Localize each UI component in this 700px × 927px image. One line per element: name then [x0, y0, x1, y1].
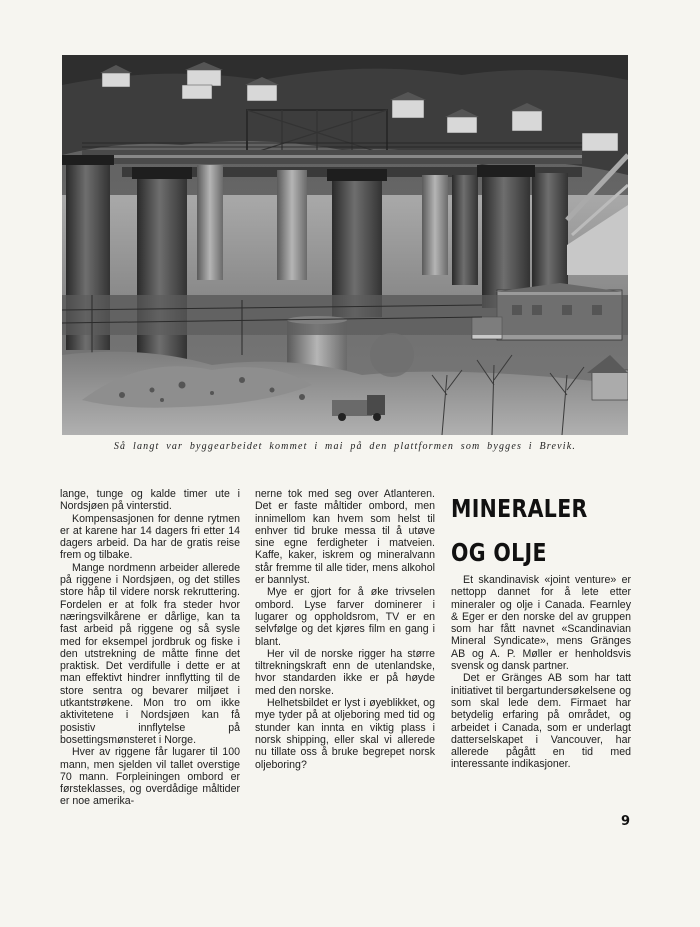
- paragraph: Kompensasjonen for denne rytmen er at karene har 14 dagers fri etter 14 dagers arbeid. Da har de gratis reise frem og tilbake.: [60, 512, 240, 562]
- heading-line-2: OG OLJE: [451, 538, 547, 567]
- article-column-2: [255, 488, 435, 771]
- paragraph: nerne tok med seg over Atlanteren. Det er faste måltider ombord, men innimellom kan hvem som helst til enhver tid bruke messa til å utøve sine egne ferdigheter i matveien. Kaffe, kaker, iskrem og mineralvann står fremme til alle tider, mens alkohol er bannlyst.: [255, 488, 435, 587]
- paragraph: Helhetsbildet er lyst i øyeblikket, og mye tyder på at oljeboring med tid og stunder kan innta en viktig plass i norsk shipping, eller skal vi allerede nu tillate oss å bruke begrepet norsk oljeboring?: [255, 697, 435, 771]
- paragraph: Hver av riggene får lugarer til 100 mann, men sjelden vil tallet overstige 70 mann. Forpleiningen ombord er førsteklasses, og overdådige måltider er noe amerika-: [60, 746, 240, 808]
- article-column-1: [60, 488, 240, 808]
- section-heading: [451, 487, 599, 575]
- paragraph: Mange nordmenn arbeider allerede på riggene i Nordsjøen, og det stilles store håp til videre norsk rekruttering. Fordelen er at folk fra steder hvor næringsvilkårene er dårlige, kan ta fast arbeid på riggene og så sysle med for eksempel jordbruk og fiske i den utstrekning de måtte finne det praktisk. Det verdifulle i dette er at man effektivt hindrer innflytting til de store sentra og bevarer miljøet i utkantstrøkene. Mon tro om ikke aktivitetene i Nordsjøen kan få posistiv innflytelse på bosettingsmønsteret i Norge.: [60, 561, 240, 746]
- paragraph: Her vil de norske rigger ha større tiltrekningskraft enn de utenlandske, hvor standarden ikke er på høyde med den norske.: [255, 647, 435, 697]
- photo-caption: Så langt var byggearbeidet kommet i mai på den plattformen som bygges i Brevik.: [113, 441, 577, 452]
- paragraph: Mye er gjort for å øke trivselen ombord. Lyse farver dominerer i lugarer og oppholdsrom, TV er en selvfølge og det kjøres film en gang i blant.: [255, 586, 435, 648]
- paragraph: Et skandinavisk «joint venture» er nettopp dannet for å lete etter mineraler og olje i Canada. Fearnley & Eger er den norske del av gruppen som har fått navnet «Scandinavian Mineral Syndicate», mens Gränges AB og A. P. Møller er henholdsvis svensk og dansk partner.: [451, 574, 631, 673]
- paragraph: Det er Gränges AB som har tatt initiativet til bergartundersøkelsene og som skal lede dem. Firmaet har betydelig erfaring på området, og arbeidet i Canada, som er underlagt datterselskapet i Vancouver, har allerede pågått en tid med interessante indikasjoner.: [451, 672, 631, 771]
- article-column-3: [451, 574, 631, 771]
- construction-photo: [62, 55, 628, 435]
- paragraph: lange, tunge og kalde timer ute i Nordsjøen på vinterstid.: [60, 488, 240, 513]
- page-number: 9: [621, 814, 631, 829]
- platform-construction-illustration: [62, 55, 628, 435]
- heading-line-1: MINERALER: [451, 494, 588, 523]
